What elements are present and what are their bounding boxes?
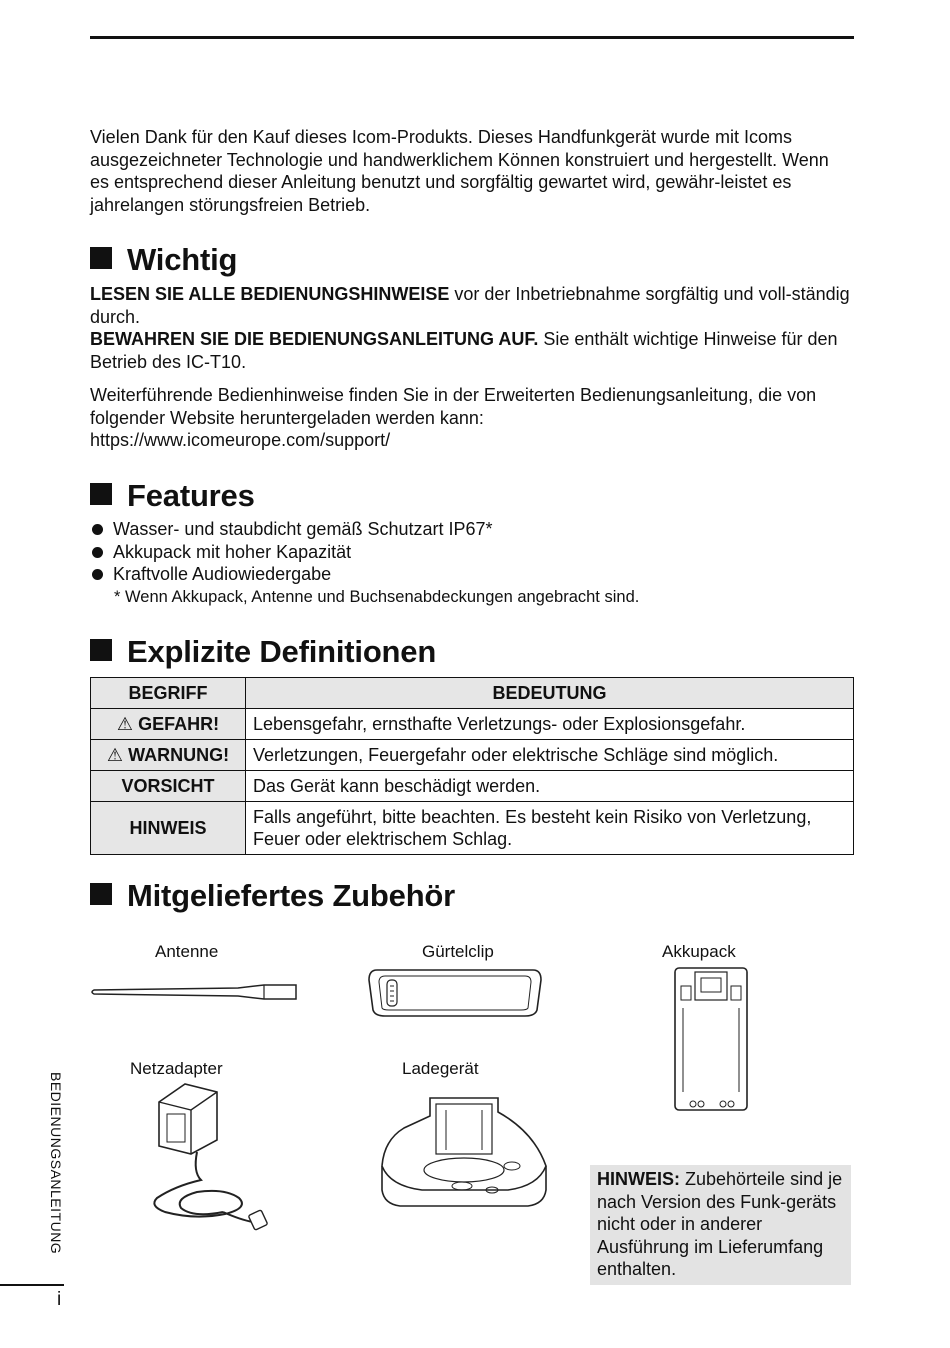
warning-triangle-icon: ⚠ — [116, 714, 134, 734]
section-heading-definitions — [90, 634, 436, 670]
square-bullet-icon — [90, 883, 112, 905]
guertelclip-label: Gürtelclip — [422, 942, 494, 961]
hint-text: Zubehörteile sind je nach Version des Funk-geräts nicht oder in anderer Ausführung im Lieferumfang enthalten. — [597, 1169, 843, 1279]
hint-label: HINWEIS: — [597, 1169, 680, 1189]
hint-box — [590, 1165, 851, 1285]
meaning-cell: Falls angeführt, bitte beachten. Es besteht kein Risiko von Verletzung, Feuer oder elektrischem Schlag. — [246, 802, 854, 855]
table-row — [91, 771, 854, 802]
term-cell: HINWEIS — [91, 802, 246, 855]
section-heading-features — [90, 478, 255, 514]
meaning-cell: Verletzungen, Feuergefahr oder elektrische Schläge sind möglich. — [246, 740, 854, 771]
column-header-meaning: BEDEUTUNG — [246, 678, 854, 709]
text: vor der Inbetriebnahme sorgfältig und voll-ständig durch. — [90, 284, 850, 327]
support-url: https://www.icomeurope.com/support/ — [90, 430, 391, 450]
ac-adapter-illustration — [145, 1080, 280, 1245]
intro-paragraph: Vielen Dank für den Kauf dieses Icom-Produkts. Dieses Handfunkgerät wurde mit Icoms ausgezeichneter Technologie und handwerklichem Können konstruiert und hergestellt. Wenn es entsprechend dieser Anleitung benutzt und sorgfältig gewartet wird, gewähr-leistet es jahrelangen störungsfreien Betrieb. — [90, 127, 829, 215]
column-header-term: BEGRIFF — [91, 678, 246, 709]
square-bullet-icon — [90, 483, 112, 505]
akkupack-label: Akkupack — [662, 942, 736, 961]
term-cell — [91, 740, 246, 771]
table-header-row — [91, 678, 854, 709]
table-row — [91, 709, 854, 740]
definitions-table — [90, 677, 854, 855]
meaning-cell: Das Gerät kann beschädigt werden. — [246, 771, 854, 802]
antenne-label: Antenne — [155, 942, 219, 961]
wichtig-read-paragraph — [90, 283, 850, 328]
wichtig-keep-paragraph — [90, 328, 850, 373]
charger-illustration — [378, 1090, 550, 1212]
list-item: Wasser- und staubdicht gemäß Schutzart IP67* — [90, 518, 493, 541]
list-item: Akkupack mit hoher Kapazität — [90, 541, 493, 564]
antenna-illustration — [88, 980, 300, 1004]
table-row — [91, 740, 854, 771]
warning-triangle-icon: ⚠ — [106, 745, 124, 765]
wichtig-more-paragraph — [90, 384, 850, 452]
heading-text: Explizite Definitionen — [127, 634, 437, 669]
term-cell — [91, 709, 246, 740]
bottom-rule — [0, 1284, 64, 1286]
term-text: GEFAHR! — [138, 714, 220, 734]
heading-text: Mitgeliefertes Zubehör — [127, 878, 456, 913]
section-heading-accessories — [90, 878, 455, 914]
square-bullet-icon — [90, 639, 112, 661]
features-footnote: * Wenn Akkupack, Antenne und Buchsenabdeckungen angebracht sind. — [114, 588, 640, 606]
table-row — [91, 802, 854, 855]
side-label: BEDIENUNGSANLEITUNG — [48, 1072, 64, 1255]
term-cell: VORSICHT — [91, 771, 246, 802]
bold-phrase: LESEN SIE ALLE BEDIENUNGSHINWEISE — [90, 284, 450, 304]
list-item: Kraftvolle Audiowiedergabe — [90, 563, 493, 586]
text: Weiterführende Bedienhinweise finden Sie in der Erweiterten Bedienungsanleitung, die von folgender Website heruntergeladen werden kann: — [90, 385, 817, 428]
text: Sie enthält wichtige Hinweise für den Betrieb des IC-T10. — [90, 329, 838, 372]
heading-text: Features — [127, 478, 255, 513]
square-bullet-icon — [90, 247, 112, 269]
bold-phrase: BEWAHREN SIE DIE BEDIENUNGSANLEITUNG AUF. — [90, 329, 539, 349]
features-list — [90, 518, 493, 586]
heading-text: Wichtig — [127, 242, 238, 277]
netzadapter-label: Netzadapter — [130, 1059, 223, 1078]
battery-pack-illustration — [665, 964, 755, 1114]
page-number: i — [57, 1289, 62, 1310]
meaning-cell: Lebensgefahr, ernsthafte Verletzungs- oder Explosionsgefahr. — [246, 709, 854, 740]
top-rule — [90, 36, 854, 39]
term-text: WARNUNG! — [128, 745, 230, 765]
belt-clip-illustration — [365, 964, 545, 1020]
section-heading-wichtig — [90, 242, 237, 278]
ladegeraet-label: Ladegerät — [402, 1059, 479, 1078]
